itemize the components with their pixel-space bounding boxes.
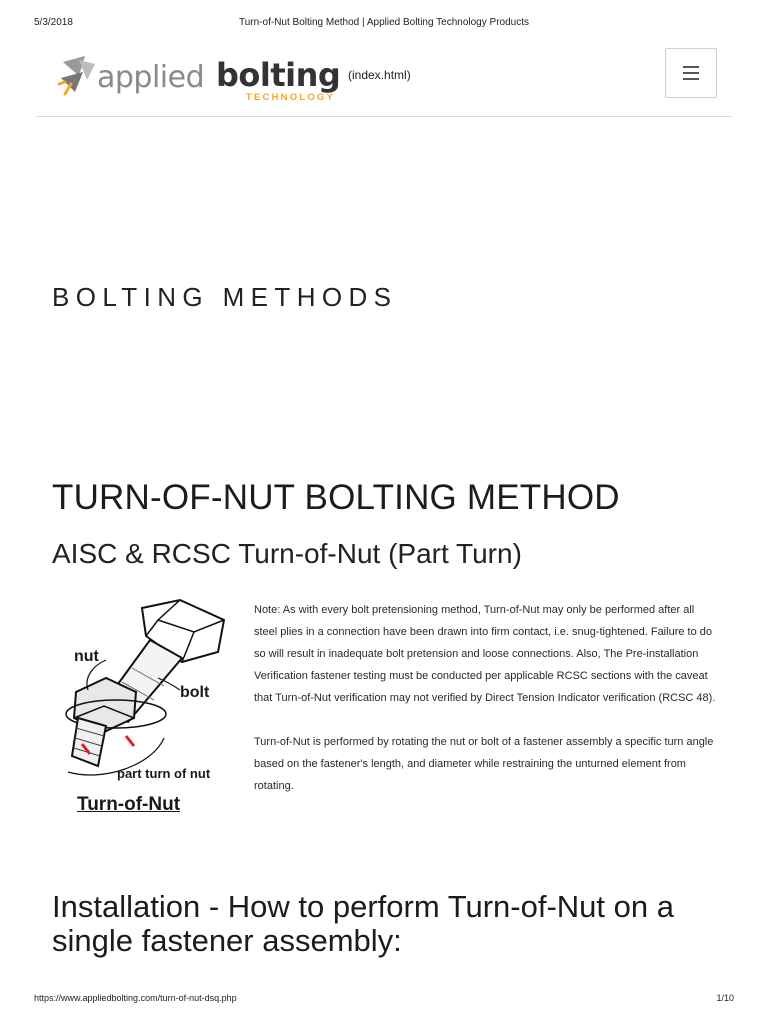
figure-caption: Turn-of-Nut: [77, 794, 181, 815]
logo-link-text[interactable]: (index.html): [348, 68, 411, 82]
installation-heading: Installation - How to perform Turn-of-Nut on a single fastener assembly:: [52, 889, 674, 958]
figure-label-bolt: bolt: [180, 684, 210, 701]
logo-mark-icon: [57, 54, 97, 100]
logo-word-applied: applied: [97, 60, 205, 95]
page-subtitle: AISC & RCSC Turn-of-Nut (Part Turn): [52, 538, 522, 569]
note-paragraph: Note: As with every bolt pretensioning method, Turn-of-Nut may only be performed after all steel plies in a connection have been drawn into firm contact, i.e. snug-tightened. Failure to do so will result in inadequate bolt pretension and loose connections. Also, The Pre-installation Verification fastener testing must be conducted per applicable RCSC sections with the caveat that Turn-of-Nut verification may not verified by Direct Tension Indicator verification (RCSC 48).: [254, 604, 716, 704]
print-header: [34, 17, 734, 31]
print-url: https://www.appliedbolting.com/turn-of-nut-dsq.php: [34, 993, 237, 1003]
print-page-number: 1/10: [716, 993, 734, 1003]
print-footer: [34, 993, 734, 1007]
print-date: 5/3/2018: [34, 17, 73, 28]
description-paragraph: Turn-of-Nut is performed by rotating the nut or bolt of a fastener assembly a specific turn angle based on the fastener's length, and diameter while restraining the unturned element from rotating.: [254, 736, 714, 792]
section-kicker: BOLTING METHODS: [52, 282, 398, 312]
figure-label-nut: nut: [74, 648, 99, 665]
logo-word-technology: TECHNOLOGY: [246, 92, 336, 103]
figure-label-part-turn: part turn of nut: [117, 766, 211, 781]
applied-bolting-logo[interactable]: [57, 52, 347, 102]
turn-of-nut-figure: [62, 596, 234, 820]
site-header: [37, 46, 731, 117]
menu-button[interactable]: [665, 48, 717, 98]
print-document-title: Turn-of-Nut Bolting Method | Applied Bolting Technology Products: [239, 17, 529, 28]
body-text: [254, 599, 716, 819]
page-title: TURN-OF-NUT BOLTING METHOD: [52, 478, 620, 517]
logo-word-bolting: bolting: [216, 56, 341, 94]
